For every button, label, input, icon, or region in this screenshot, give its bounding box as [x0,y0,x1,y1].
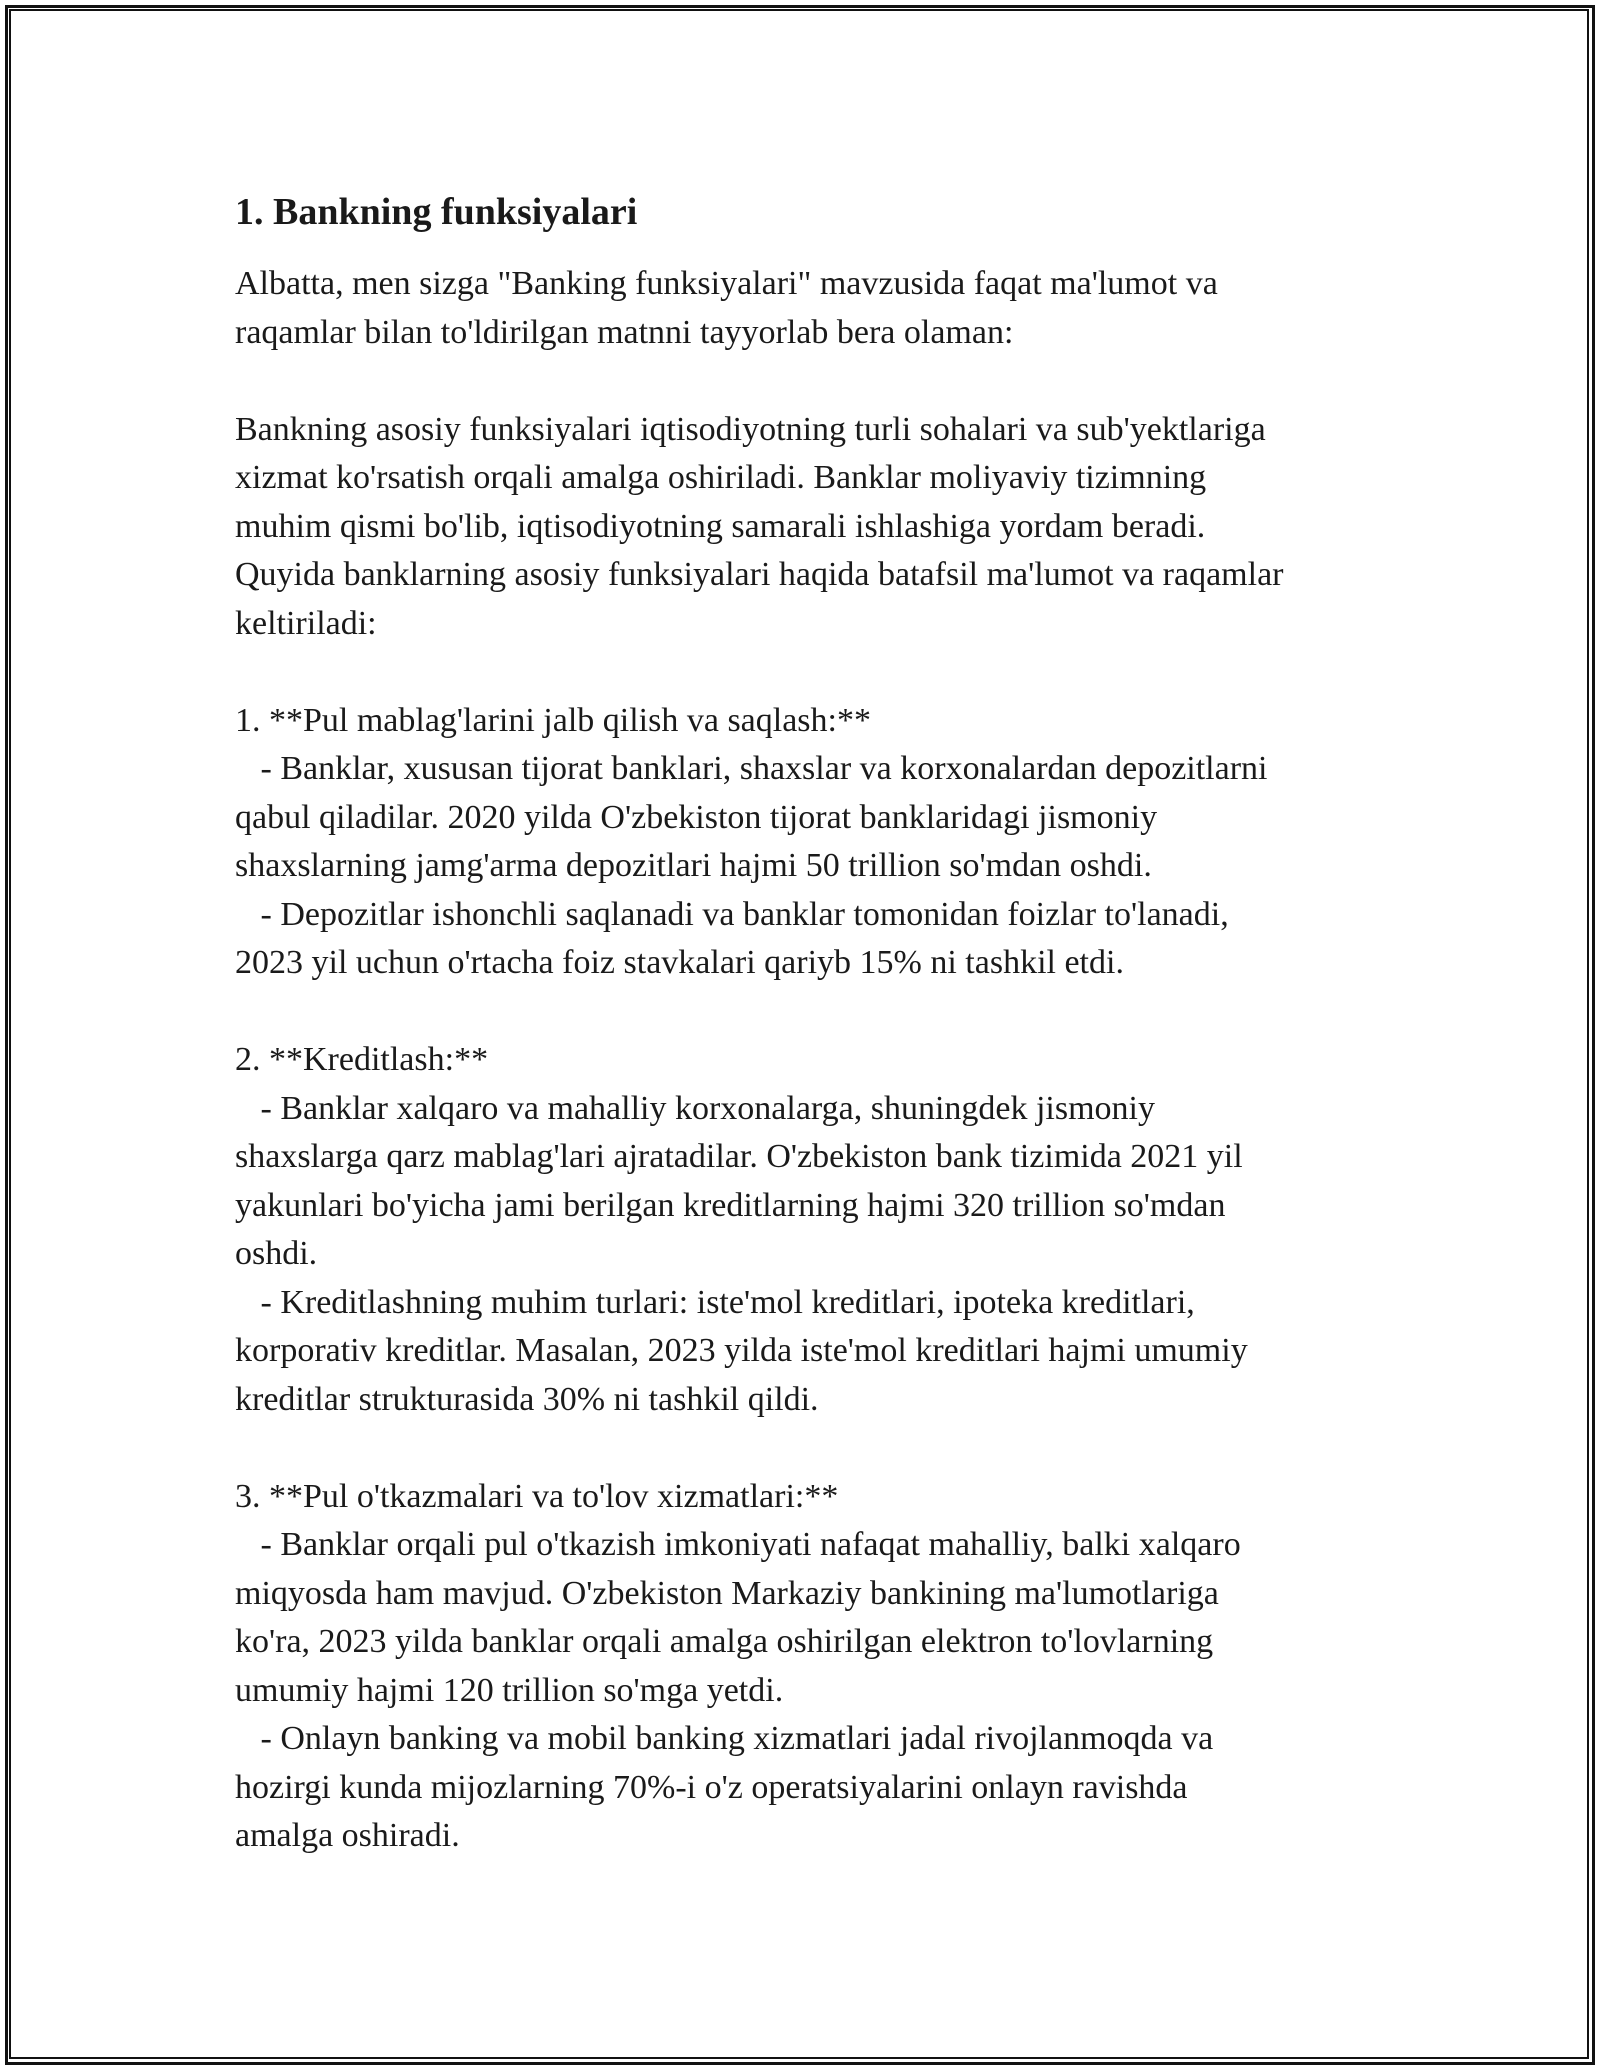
text-line: ko'ra, 2023 yilda banklar orqali amalga oshirilgan elektron to'lovlarning [235,1623,1214,1660]
text-line: hozirgi kunda mijozlarning 70%-i o'z operatsiyalarini onlayn ravishda [235,1768,1188,1806]
paragraph [235,1473,1435,1861]
text-line: korporativ kreditlar. Masalan, 2023 yilda iste'mol kreditlari hajmi umumiy [235,1332,1248,1369]
text-line: keltiriladi: [235,604,377,642]
text-line: qabul qiladilar. 2020 yilda O'zbekiston tijorat banklaridagi jismoniy [235,798,1158,836]
text-line: 1. **Pul mablag'larini jalb qilish va saqlash:** [235,701,871,739]
paragraph [235,260,1435,357]
paragraph-gap [235,988,1435,1037]
document-body [235,186,1435,1861]
text-line: Quyida banklarning asosiy funksiyalari haqida batafsil ma'lumot va raqamlar [235,556,1284,593]
paragraph-gap [235,648,1435,697]
text-line: - Kreditlashning muhim turlari: iste'mol kreditlari, ipoteka kreditlari, [235,1283,1195,1321]
text-line: umumiy hajmi 120 trillion so'mga yetdi. [235,1671,784,1709]
text-line: - Depozitlar ishonchli saqlanadi va banklar tomonidan foizlar to'lanadi, [235,895,1229,933]
text-line: 2. **Kreditlash:** [235,1041,489,1078]
text-line: shaxslarga qarz mablag'lari ajratadilar. O'zbekiston bank tizimida 2021 yil [235,1138,1243,1175]
text-line: - Banklar, xususan tijorat banklari, shaxslar va korxonalardan depozitlarni [235,750,1268,787]
text-line: - Banklar xalqaro va mahalliy korxonalarga, shuningdek jismoniy [235,1089,1155,1127]
text-line: Bankning asosiy funksiyalari iqtisodiyotning turli sohalari va sub'yektlariga [235,410,1266,448]
paragraph-list [235,260,1435,1861]
text-line: miqyosda ham mavjud. O'zbekiston Markaziy bankining ma'lumotlariga [235,1574,1219,1612]
paragraph-gap [235,1424,1435,1473]
text-line: yakunlari bo'yicha jami berilgan kreditlarning hajmi 320 trillion so'mdan [235,1186,1226,1224]
text-line: xizmat ko'rsatish orqali amalga oshiriladi. Banklar moliyaviy tizimning [235,459,1207,496]
text-line: amalga oshiradi. [235,1817,460,1854]
text-line: muhim qismi bo'lib, iqtisodiyotning samarali ishlashiga yordam beradi. [235,507,1206,545]
paragraph [235,697,1435,988]
text-line: 3. **Pul o'tkazmalari va to'lov xizmatlari:** [235,1477,839,1515]
text-line: - Banklar orqali pul o'tkazish imkoniyati nafaqat mahalliy, balki xalqaro [235,1526,1241,1563]
paragraph [235,1036,1435,1424]
paragraph-gap [235,357,1435,406]
paragraph [235,406,1435,649]
text-line: raqamlar bilan to'ldirilgan matnni tayyorlab bera olaman: [235,313,1014,351]
text-line: 2023 yil uchun o'rtacha foiz stavkalari qariyb 15% ni tashkil etdi. [235,944,1124,981]
text-line: - Onlayn banking va mobil banking xizmatlari jadal rivojlanmoqda va [235,1720,1214,1757]
text-line: kreditlar strukturasida 30% ni tashkil qildi. [235,1380,819,1418]
text-line: oshdi. [235,1235,318,1272]
document-title: 1. Bankning funksiyalari [235,191,638,233]
text-line: shaxslarning jamg'arma depozitlari hajmi 50 trillion so'mdan oshdi. [235,847,1152,884]
text-line: Albatta, men sizga "Banking funksiyalari" mavzusida faqat ma'lumot va [235,265,1218,302]
